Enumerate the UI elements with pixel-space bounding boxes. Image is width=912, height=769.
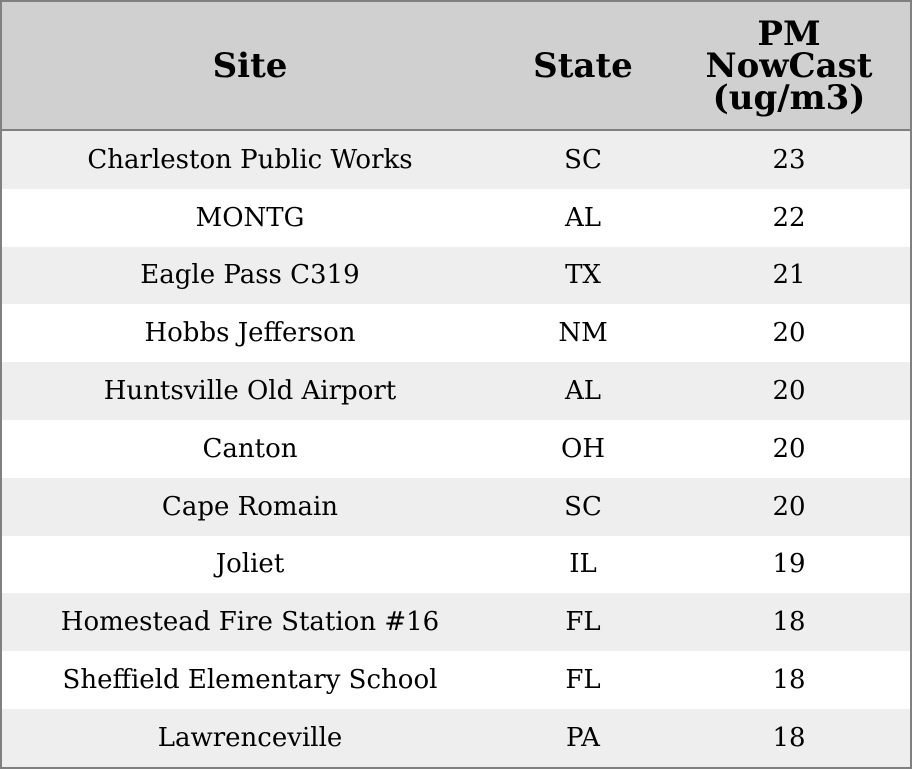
site-cell: Homestead Fire Station #16 bbox=[60, 607, 440, 638]
pm-nowcast-cell: 18 bbox=[772, 665, 806, 696]
pm-nowcast-cell: 23 bbox=[772, 144, 806, 175]
site-cell: Charleston Public Works bbox=[87, 144, 413, 175]
state-cell: AL bbox=[564, 376, 602, 407]
column-header-state bbox=[498, 2, 668, 129]
site-cell: Canton bbox=[202, 433, 298, 464]
table-row bbox=[2, 536, 910, 594]
table-row bbox=[2, 131, 910, 189]
table-row bbox=[2, 709, 910, 767]
pm-nowcast-cell: 20 bbox=[772, 376, 806, 407]
site-cell: MONTG bbox=[195, 202, 305, 233]
state-cell: OH bbox=[561, 433, 605, 464]
state-cell: AL bbox=[564, 202, 602, 233]
column-header-site bbox=[2, 2, 498, 129]
pm-nowcast-cell: 20 bbox=[772, 433, 806, 464]
site-cell: Huntsville Old Airport bbox=[103, 376, 397, 407]
column-header-pm-nowcast-label: PM NowCast (ug/m3) bbox=[705, 13, 873, 118]
state-cell: PA bbox=[566, 722, 600, 753]
pm-nowcast-cell: 21 bbox=[772, 260, 806, 291]
site-cell: Lawrenceville bbox=[157, 722, 343, 753]
table-row bbox=[2, 593, 910, 651]
pm-nowcast-cell: 20 bbox=[772, 491, 806, 522]
table-row bbox=[2, 478, 910, 536]
pm-nowcast-cell: 20 bbox=[772, 318, 806, 349]
column-header-state-label: State bbox=[533, 45, 633, 86]
column-header-pm-nowcast bbox=[668, 2, 910, 129]
state-cell: NM bbox=[558, 318, 608, 349]
site-cell: Sheffield Elementary School bbox=[62, 665, 438, 696]
table-row bbox=[2, 189, 910, 247]
state-cell: FL bbox=[565, 665, 601, 696]
table-row bbox=[2, 420, 910, 478]
table-row bbox=[2, 304, 910, 362]
state-cell: FL bbox=[565, 607, 601, 638]
state-cell: SC bbox=[564, 144, 602, 175]
site-cell: Joliet bbox=[215, 549, 285, 580]
table-row bbox=[2, 651, 910, 709]
table-row bbox=[2, 247, 910, 305]
table-header-row bbox=[2, 2, 910, 131]
column-header-site-label: Site bbox=[212, 45, 288, 86]
table-row bbox=[2, 362, 910, 420]
pm-nowcast-cell: 22 bbox=[772, 202, 806, 233]
site-cell: Hobbs Jefferson bbox=[144, 318, 356, 349]
pm-nowcast-cell: 18 bbox=[772, 722, 806, 753]
site-cell: Eagle Pass C319 bbox=[140, 260, 360, 291]
state-cell: TX bbox=[565, 260, 601, 291]
pm-nowcast-cell: 18 bbox=[772, 607, 806, 638]
state-cell: IL bbox=[569, 549, 597, 580]
pm-nowcast-cell: 19 bbox=[772, 549, 806, 580]
site-cell: Cape Romain bbox=[161, 491, 339, 522]
table-body bbox=[2, 131, 910, 767]
state-cell: SC bbox=[564, 491, 602, 522]
